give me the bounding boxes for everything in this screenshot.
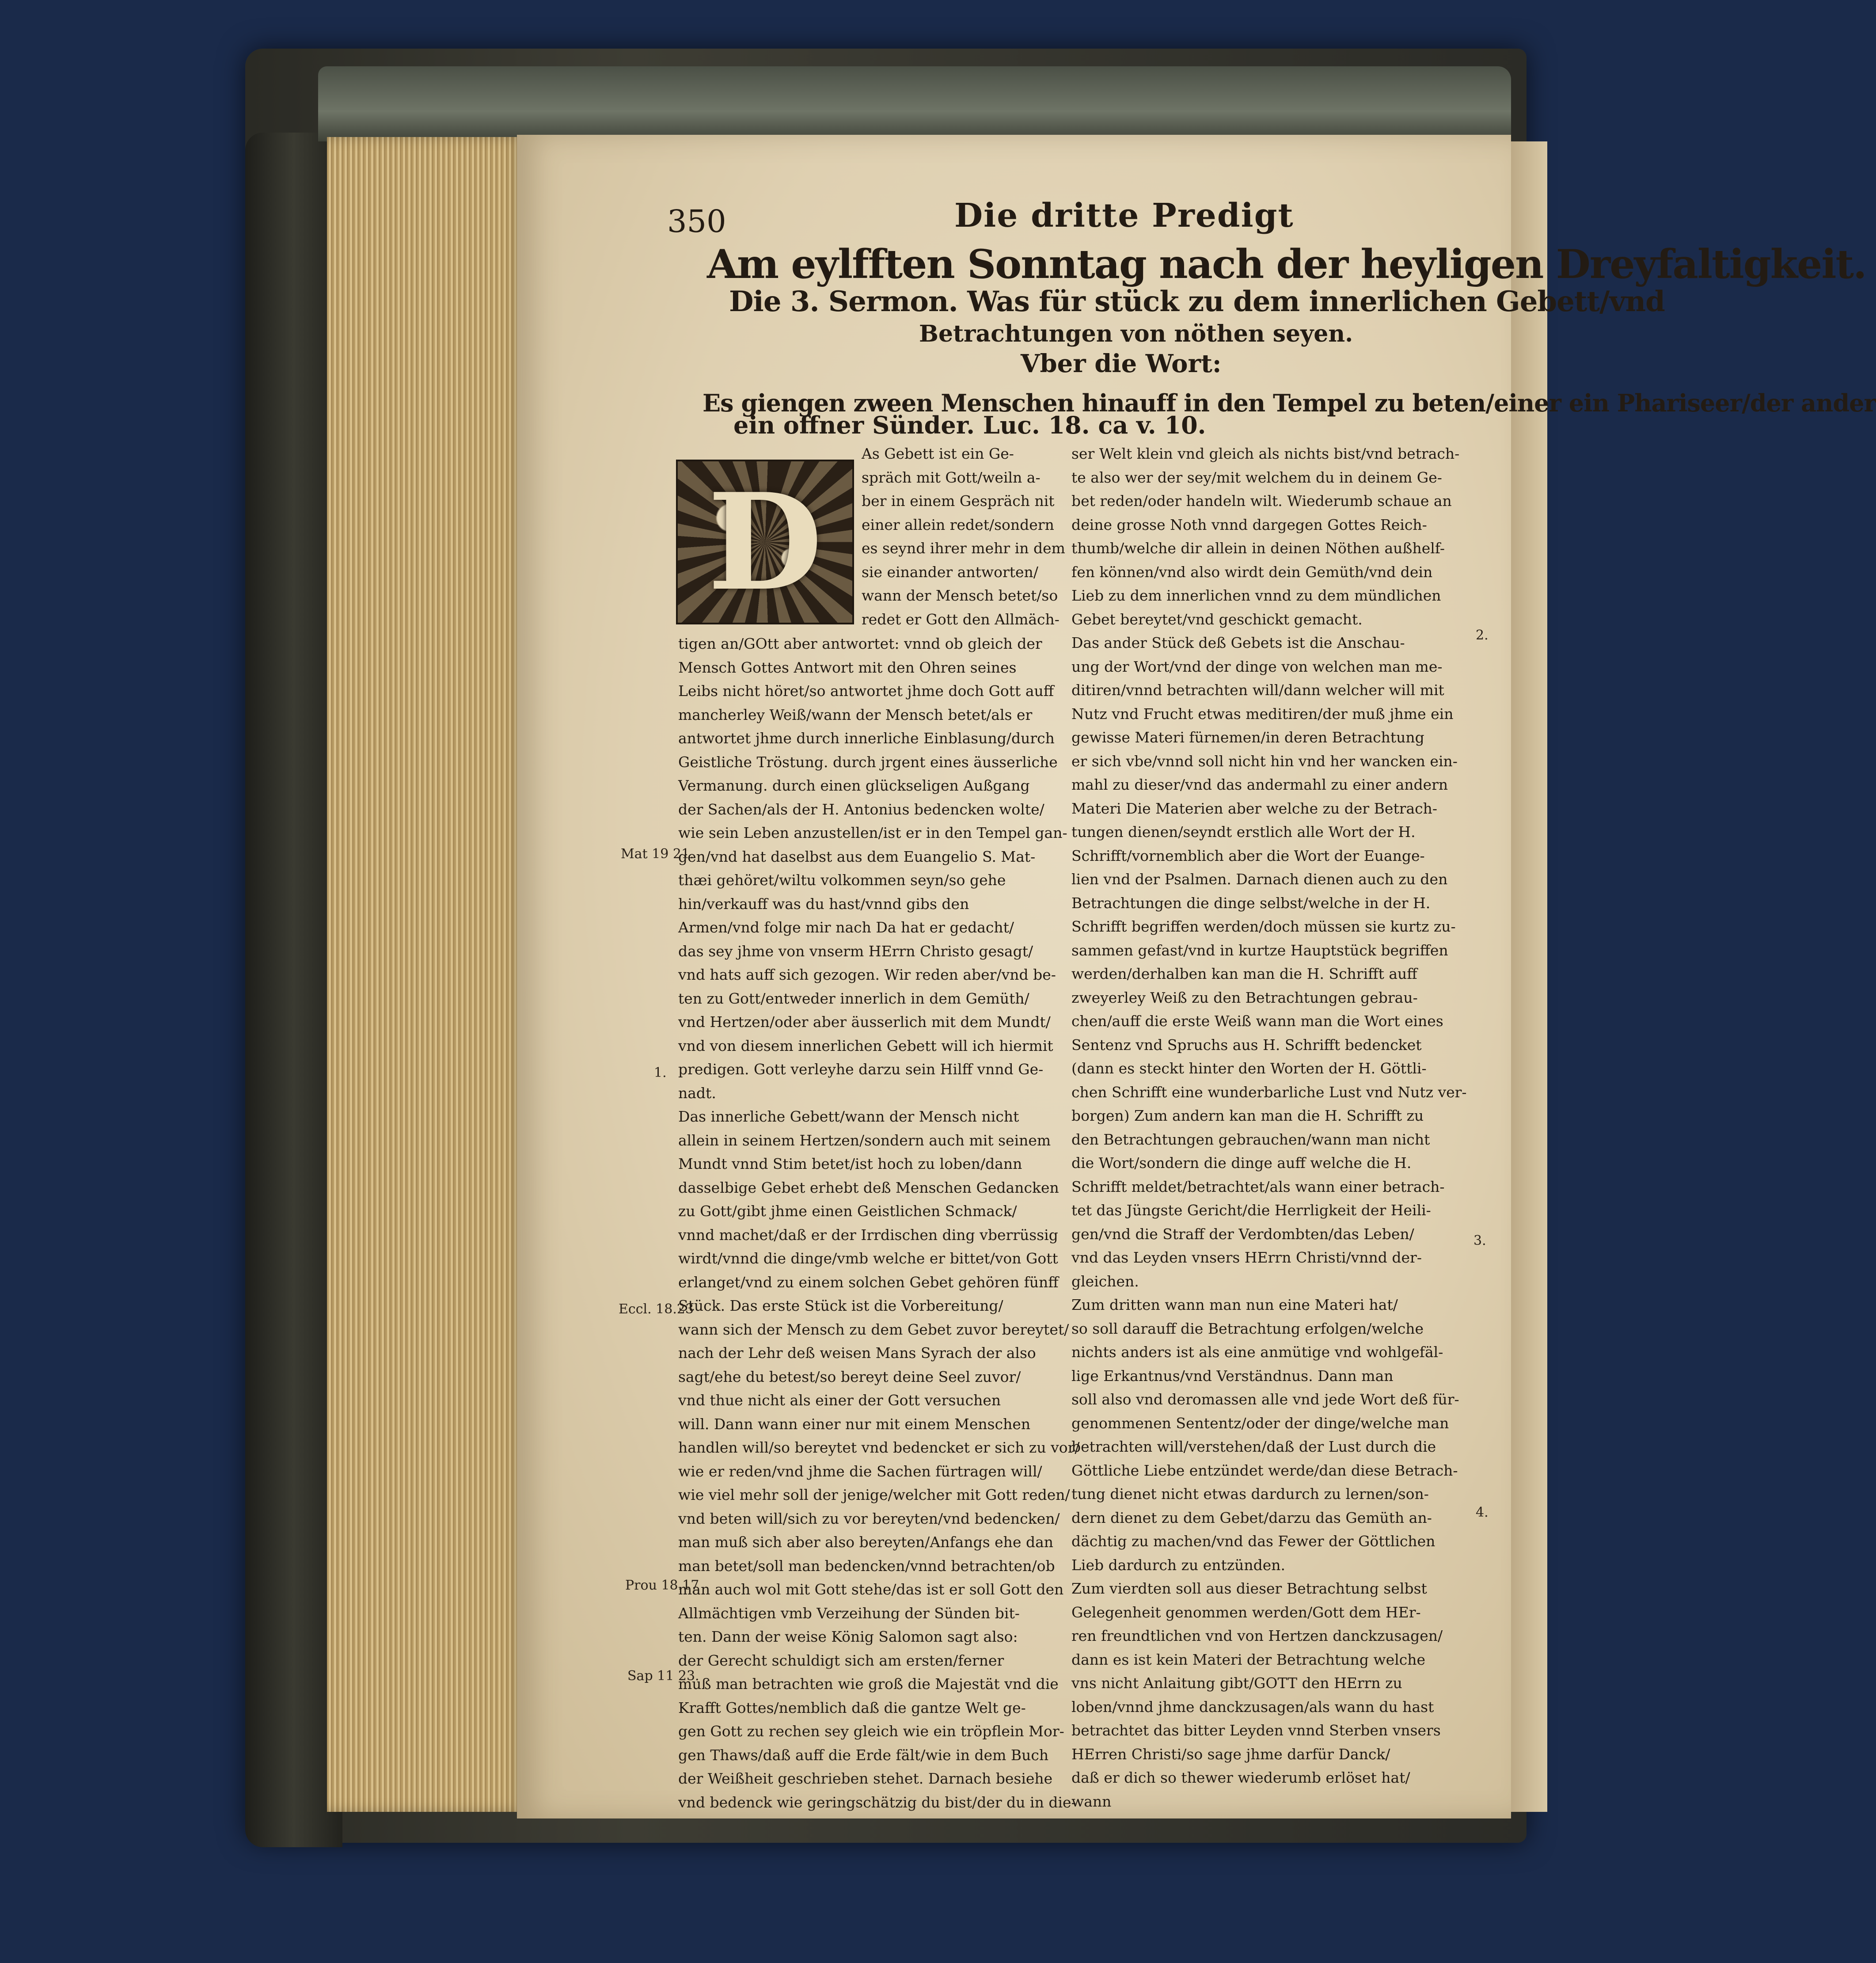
right-column: [1071, 442, 1469, 1813]
sermon-title: Am eylfften Sonntag nach der heyligen Dreyfaltigkeit.: [707, 241, 1866, 288]
text-line: vnd das Leyden vnsers HErrn Christi/vnnd der-: [1071, 1249, 1422, 1266]
text-line: As Gebett ist ein Ge-: [862, 445, 1014, 462]
book-top-edge: [318, 66, 1511, 141]
page-edges: [327, 137, 526, 1812]
text-line: den Betrachtungen gebrauchen/wann man nicht: [1071, 1130, 1430, 1148]
text-line: das sey jhme von vnserm HErrn Christo gesagt/: [678, 942, 1033, 960]
text-line: bet reden/oder handeln wilt. Wiederumb schaue an: [1071, 492, 1452, 510]
text-line: Göttliche Liebe entzündet werde/dan diese Betrach-: [1071, 1461, 1458, 1479]
text-line: gen Gott zu rechen sey gleich wie ein tröpflein Mor-: [678, 1723, 1064, 1740]
page-number: 350: [667, 203, 726, 240]
text-line: handlen will/so bereytet vnd bedencket er sich zu vor/: [678, 1439, 1080, 1456]
left-column: [678, 632, 1080, 1814]
text-line: betrachten will/verstehen/daß der Lust durch die: [1071, 1438, 1436, 1455]
text-line: man auch wol mit Gott stehe/das ist er soll Gott den: [678, 1581, 1064, 1598]
text-line: fen können/vnd also wirdt dein Gemüth/vnd dein: [1071, 563, 1433, 581]
text-line: wann der Mensch betet/so: [862, 587, 1058, 604]
text-line: sammen gefast/vnd in kurtze Hauptstück begriffen: [1071, 941, 1448, 959]
text-line: die Wort/sondern die dinge auff welche die H.: [1071, 1154, 1412, 1172]
text-line: gen Thaws/daß auff die Erde fält/wie in dem Buch: [678, 1746, 1049, 1764]
text-line: ten zu Gott/entweder innerlich in dem Gemüth/: [678, 989, 1029, 1007]
text-line: der Gerecht schuldigt sich am ersten/ferner: [678, 1651, 1004, 1669]
text-line: tung dienet nicht etwas dardurch zu lernen/son-: [1071, 1485, 1429, 1503]
text-line: einer allein redet/sondern: [862, 516, 1054, 533]
text-line: (dann es steckt hinter den Worten der H. Göttli-: [1071, 1060, 1427, 1077]
text-line: vnd Hertzen/oder aber äusserlich mit dem Mundt/: [678, 1013, 1051, 1031]
text-line: predigen. Gott verleyhe darzu sein Hilff vnnd Ge-: [678, 1061, 1044, 1078]
text-line: man betet/soll man bedencken/vnnd betrachten/ob: [678, 1557, 1055, 1575]
text-line: Gelegenheit genommen werden/Gott dem HEr-: [1071, 1603, 1421, 1621]
text-line: Allmächtigen vmb Verzeihung der Sünden bit-: [678, 1604, 1020, 1622]
running-head: Die dritte Predigt: [954, 197, 1294, 235]
text-line: thæi gehöret/wiltu volkommen seyn/so gehe: [678, 871, 1006, 889]
marginal-number-1: 1.: [654, 1065, 667, 1080]
text-line: borgen) Zum andern kan man die H. Schrifft zu: [1071, 1107, 1424, 1124]
text-line: ung der Wort/vnd der dinge von welchen man me-: [1071, 658, 1443, 675]
text-line: tigen an/GOtt aber antwortet: vnnd ob gleich der: [678, 635, 1042, 652]
text-line: genommenen Sententz/oder der dinge/welche man: [1071, 1414, 1449, 1432]
text-line: ber in einem Gespräch nit: [862, 492, 1055, 510]
text-line: ditiren/vnnd betrachten will/dann welcher will mit: [1071, 681, 1444, 699]
text-line: tet das Jüngste Gericht/die Herrligkeit der Heili-: [1071, 1202, 1431, 1219]
text-line: gen/vnd hat daselbst aus dem Euangelio S. Mat-: [678, 848, 1036, 865]
text-line: Lieb zu dem innerlichen vnnd zu dem mündlichen: [1071, 587, 1441, 604]
text-line: Lieb dardurch zu entzünden.: [1071, 1556, 1286, 1574]
marginal-note-proverbs: Prou 18.17: [625, 1578, 699, 1593]
text-line: vnd bedenck wie geringschätzig du bist/der du in die-: [678, 1793, 1076, 1811]
text-line: mancherley Weiß/wann der Mensch betet/als er: [678, 706, 1033, 723]
verse-line-1: Es giengen zween Menschen hinauff in den Tempel zu beten/einer ein Phariseer/der ander: [703, 389, 1876, 417]
text-line: will. Dann wann einer nur mit einem Menschen: [678, 1415, 1031, 1433]
text-line: wie viel mehr soll der jenige/welcher mit Gott reden/: [678, 1486, 1070, 1503]
text-line: Mensch Gottes Antwort mit den Ohren seines: [678, 658, 1017, 676]
marginal-note-wisdom: Sap 11 23.: [627, 1668, 699, 1684]
sermon-subtitle: Die 3. Sermon. Was für stück zu dem innerlichen Gebett/vnd: [729, 285, 1665, 318]
text-line: vnnd machet/daß er der Irrdischen ding vberrüssig: [678, 1226, 1058, 1244]
text-line: Das innerliche Gebett/wann der Mensch nicht: [678, 1108, 1019, 1125]
text-line: der Sachen/als der H. Antonius bedencken wolte/: [678, 800, 1044, 818]
text-line: der Weißheit geschrieben stehet. Darnach besiehe: [678, 1770, 1053, 1787]
sermon-subtitle-continued: Betrachtungen von nöthen seyen.: [919, 320, 1353, 347]
text-line: gen/vnd die Straff der Verdombten/das Leben/: [1071, 1225, 1414, 1243]
text-line: vnd beten will/sich zu vor bereyten/vnd bedencken/: [678, 1510, 1060, 1527]
text-line: daß er dich so thewer wiederumb erlöset hat/: [1071, 1769, 1410, 1786]
text-line: Vermanung. durch einen glückseligen Außgang: [678, 777, 1030, 794]
text-line: wann sich der Mensch zu dem Gebet zuvor bereytet/: [678, 1320, 1069, 1338]
text-line: HErren Christi/so sage jhme darfür Danck/: [1071, 1745, 1390, 1763]
text-line: vns nicht Anlaitung gibt/GOTT den HErrn zu: [1071, 1674, 1402, 1692]
text-line: Materi Die Materien aber welche zu der Betrach-: [1071, 799, 1438, 817]
text-line: Leibs nicht höret/so antwortet jhme doch Gott auff: [678, 682, 1054, 700]
text-line: es seynd ihrer mehr in dem: [862, 540, 1065, 557]
text-line: loben/vnnd jhme danckzusagen/als wann du hast: [1071, 1698, 1434, 1716]
text-line: Mundt vnnd Stim betet/ist hoch zu loben/dann: [678, 1155, 1022, 1172]
text-line: ser Welt klein vnd gleich als nichts bist/vnd betrach-: [1071, 445, 1460, 462]
text-line: wann: [1071, 1792, 1112, 1810]
text-line: lien vnd der Psalmen. Darnach dienen auch zu den: [1071, 871, 1448, 888]
text-line: deine grosse Noth vnnd dargegen Gottes Reich-: [1071, 516, 1427, 533]
text-line: mahl zu dieser/vnd das andermahl zu einer andern: [1071, 776, 1448, 793]
text-line: chen/auff die erste Weiß wann man die Wort eines: [1071, 1012, 1443, 1030]
text-line: dern dienet zu dem Gebet/darzu das Gemüth an-: [1071, 1509, 1432, 1526]
text-line: wie sein Leben anzustellen/ist er in den Tempel gan-: [678, 824, 1067, 841]
text-line: so soll darauff die Betrachtung erfolgen/welche: [1071, 1320, 1424, 1337]
text-line: nach der Lehr deß weisen Mans Syrach der also: [678, 1344, 1036, 1362]
text-line: soll also vnd deromassen alle vnd jede Wort deß für-: [1071, 1391, 1459, 1408]
text-line: Nutz vnd Frucht etwas meditiren/der muß jhme ein: [1071, 705, 1454, 723]
text-line: gewisse Materi fürnemen/in deren Betrachtung: [1071, 729, 1424, 746]
marginal-number-4: 4.: [1476, 1505, 1489, 1520]
text-line: werden/derhalben kan man die H. Schrifft auff: [1071, 965, 1417, 982]
decorated-initial: [676, 460, 854, 624]
marginal-note-ecclesiasticus: Eccl. 18.23: [619, 1301, 694, 1317]
text-line: Stück. Das erste Stück ist die Vorbereitung/: [678, 1297, 1003, 1314]
text-line: ten. Dann der weise König Salomon sagt also:: [678, 1628, 1018, 1645]
text-line: vnd von diesem innerlichen Gebett will ich hiermit: [678, 1037, 1053, 1054]
text-line: Betrachtungen die dinge selbst/welche in der H.: [1071, 894, 1431, 912]
text-line: spräch mit Gott/weiln a-: [862, 468, 1041, 486]
text-line: thumb/welche dir allein in deinen Nöthen außhelf-: [1071, 540, 1445, 557]
text-line: zu Gott/gibt jhme einen Geistlichen Schmack/: [678, 1202, 1017, 1220]
text-line: Gebet bereytet/vnd geschickt gemacht.: [1071, 610, 1363, 628]
marginal-number-2: 2.: [1476, 628, 1489, 643]
text-line: Armen/vnd folge mir nach Da hat er gedacht/: [678, 919, 1014, 936]
text-line: antwortet jhme durch innerliche Einblasung/durch: [678, 730, 1055, 747]
dropcap-letter: D: [707, 464, 823, 620]
text-line: sie einander antworten/: [862, 563, 1038, 581]
text-line: dann es ist kein Materi der Betrachtung welche: [1071, 1651, 1426, 1668]
text-line: Das ander Stück deß Gebets ist die Anschau-: [1071, 634, 1405, 651]
text-line: ren freundtlichen vnd von Hertzen danckzusagen/: [1071, 1627, 1443, 1644]
text-line: vnd thue nicht als einer der Gott versuchen: [678, 1392, 1001, 1409]
text-line: hin/verkauff was du hast/vnnd gibs den: [678, 895, 969, 913]
over-words-heading: Vber die Wort:: [1021, 349, 1222, 378]
text-line: erlanget/vnd zu einem solchen Gebet gehören fünff: [678, 1273, 1059, 1291]
text-line: Krafft Gottes/nemblich daß die gantze Welt ge-: [678, 1699, 1026, 1716]
text-line: allein in seinem Hertzen/sondern auch mit seinem: [678, 1131, 1051, 1149]
text-line: vnd hats auff sich gezogen. Wir reden aber/vnd be-: [678, 966, 1056, 983]
text-line: redet er Gott den Allmäch-: [862, 610, 1060, 628]
text-line: nadt.: [678, 1084, 716, 1102]
text-line: betrachtet das bitter Leyden vnnd Sterben vnsers: [1071, 1722, 1441, 1739]
text-line: er sich vbe/vnnd soll nicht hin vnd her wancken ein-: [1071, 752, 1458, 770]
verse-line-2: ein offner Sünder. Luc. 18. ca v. 10.: [733, 411, 1206, 439]
text-line: nichts anders ist als eine anmütige vnd wohlgefäl-: [1071, 1343, 1443, 1361]
text-line: man muß sich aber also bereyten/Anfangs ehe dan: [678, 1533, 1054, 1551]
marginal-number-3: 3.: [1473, 1233, 1486, 1248]
text-line: Schrifft meldet/betrachtet/als wann einer betrach-: [1071, 1178, 1445, 1195]
left-column-top: [862, 442, 1069, 631]
text-line: Schrifft begriffen werden/doch müssen sie kurtz zu-: [1071, 918, 1456, 935]
text-line: tungen dienen/seyndt erstlich alle Wort der H.: [1071, 823, 1416, 841]
text-line: dächtig zu machen/vnd das Fewer der Göttlichen: [1071, 1533, 1435, 1550]
text-line: Geistliche Tröstung. durch jrgent eines äusserliche: [678, 753, 1058, 771]
text-line: muß man betrachten wie groß die Majestät vnd die: [678, 1675, 1059, 1693]
text-line: Schrifft/vornemblich aber die Wort der Euange-: [1071, 847, 1425, 864]
marginal-note-matthew: Mat 19 21.: [621, 846, 694, 862]
text-line: chen Schrifft eine wunderbarliche Lust vnd Nutz ver-: [1071, 1083, 1467, 1101]
text-line: lige Erkantnus/vnd Verständnus. Dann man: [1071, 1367, 1394, 1385]
text-line: Zum dritten wann man nun eine Materi hat/: [1071, 1296, 1398, 1313]
text-line: wie er reden/vnd jhme die Sachen fürtragen will/: [678, 1462, 1042, 1480]
text-line: Zum vierdten soll aus dieser Betrachtung selbst: [1071, 1580, 1427, 1597]
text-line: te also wer der sey/mit welchem du in deinem Ge-: [1071, 468, 1442, 486]
text-line: zweyerley Weiß zu den Betrachtungen gebrau-: [1071, 989, 1418, 1006]
text-line: dasselbige Gebet erhebt deß Menschen Gedancken: [678, 1179, 1059, 1196]
text-line: Sentenz vnd Spruchs aus H. Schrifft bedencket: [1071, 1036, 1422, 1054]
text-line: wirdt/vnnd die dinge/vmb welche er bittet/von Gott: [678, 1250, 1058, 1267]
text-line: gleichen.: [1071, 1272, 1139, 1290]
text-line: sagt/ehe du betest/so bereyt deine Seel zuvor/: [678, 1368, 1021, 1385]
